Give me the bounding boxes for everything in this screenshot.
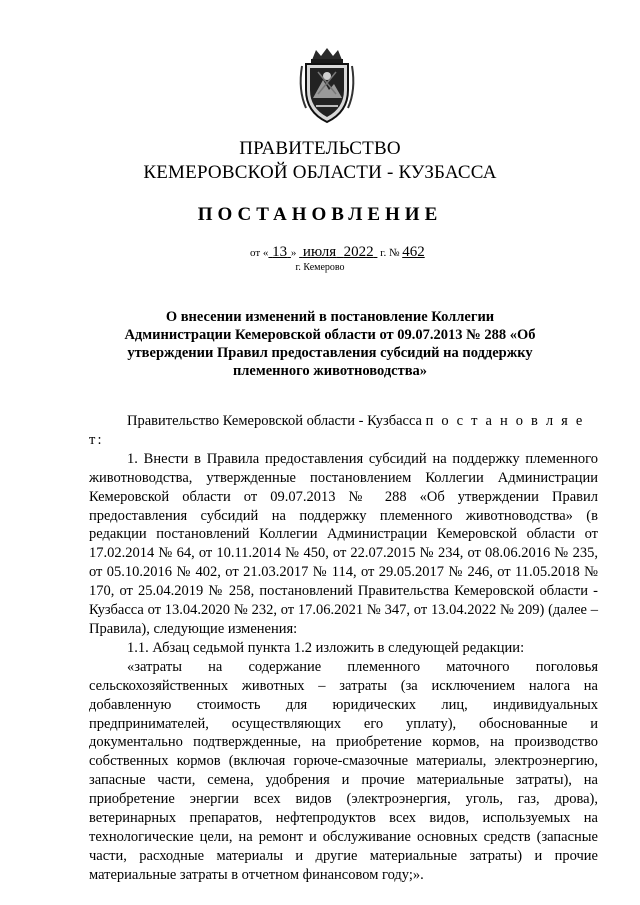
document-body bbox=[89, 412, 598, 885]
paragraph-1: 1. Внести в Правила предоставления субсидий на поддержку племенного животноводства, утвержденные постановлением Коллегии Администрации Кемеровской области от 09.07.2013 № 288 «Об утверждении Правил предоставления субсидий на поддержку племенного животноводства» (в редакции постановлений Коллегии Администрации Кемеровской области от 17.02.2014 № 64, от 10.11.2014 № 450, от 22.07.2015 № 234, от 08.06.2016 № 235, от 05.10.2016 № 402, от 21.03.2017 № 114, от 29.05.2017 № 246, от 11.05.2018 № 170, от 25.04.2019 № 258, постановлений Правительства Кемеровской области - Кузбасса от 13.04.2020 № 232, от 17.06.2021 № 347, от 13.04.2022 № 209) (далее – Правила), следующие изменения: bbox=[89, 450, 598, 637]
date-mid: » bbox=[290, 247, 297, 259]
date-day: 13 bbox=[272, 244, 288, 260]
government-name-line2: КЕМЕРОВСКОЙ ОБЛАСТИ - КУЗБАССА bbox=[143, 162, 497, 183]
city: г. Кемерово bbox=[295, 262, 345, 273]
government-name-line1: ПРАВИТЕЛЬСТВО bbox=[239, 138, 401, 159]
document-type-title: ПОСТАНОВЛЕНИЕ bbox=[197, 204, 443, 225]
paragraph-1-1: 1.1. Абзац седьмой пункта 1.2 изложить в следующей редакции: bbox=[127, 639, 525, 656]
kuzbass-coat-of-arms-icon bbox=[296, 46, 358, 124]
document-subject: О внесении изменений в постановление Коллегии Администрации Кемеровской области от 09.07.2013 № 288 «Об утверждении Правил предоставления субсидий на поддержку племенного животноводства» bbox=[124, 309, 536, 379]
number-sign: № bbox=[388, 247, 400, 259]
date-year-suffix: г. bbox=[380, 247, 387, 259]
date-line bbox=[250, 244, 425, 261]
document-number: 462 bbox=[402, 244, 425, 260]
intro-paragraph: Правительство Кемеровской области - Кузбасса п о с т а н о в л я е т: bbox=[89, 413, 585, 448]
date-month: июля 2022 bbox=[302, 244, 374, 260]
paragraph-quote: «затраты на содержание племенного маточного поголовья сельскохозяйственных животных – затраты (за исключением налога на добавленную стоимость для юридических лиц, индивидуальных предпринимателей, осуществляющих его уплату), обоснованные и документально подтвержденные, на приобретение кормов, на производство собственных кормов (включая горюче-смазочные материалы, электроэнергию, запасные части, семена, удобрения и прочие материальные затраты), на приобретение энергии всех видов (электроэнергия, уголь, газ, дрова), ветеринарных препаратов, нефтепродуктов всех видов, используемых на технологические цели, на ремонт и обслуживание основных средств (запасные части, расходные материалы и другие материальные затраты) и прочие материальные затраты в отчетном финансовом году;». bbox=[89, 658, 598, 883]
date-prefix: от « bbox=[250, 247, 269, 259]
